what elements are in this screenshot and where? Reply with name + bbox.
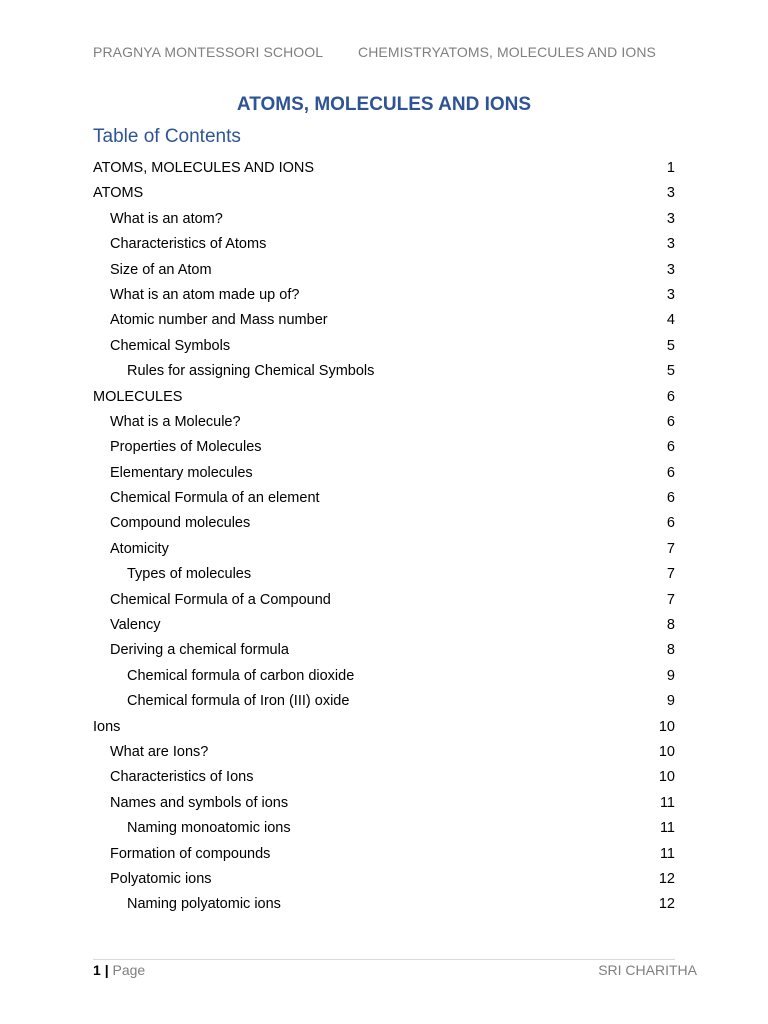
toc-entry-label[interactable]: What is an atom? — [110, 210, 223, 227]
toc-entry[interactable] — [93, 664, 675, 689]
toc-entry[interactable] — [93, 816, 675, 841]
toc-entry[interactable] — [93, 461, 675, 486]
toc-entry-label[interactable]: Names and symbols of ions — [110, 794, 289, 811]
toc-entry-label[interactable]: Polyatomic ions — [110, 870, 212, 887]
footer-page-word: Page — [112, 962, 146, 978]
toc-heading: Table of Contents — [93, 126, 241, 147]
toc-entry-page-number[interactable]: 10 — [658, 769, 675, 786]
toc-entry-page-number[interactable]: 6 — [666, 464, 675, 481]
toc-entry[interactable] — [93, 385, 675, 410]
toc-entry[interactable] — [93, 232, 675, 257]
toc-entry-label[interactable]: Atomic number and Mass number — [110, 312, 328, 329]
toc-entry-label[interactable]: What is an atom made up of? — [110, 286, 300, 303]
footer-author: SRI CHARITHA — [598, 962, 697, 978]
toc-entry-page-number[interactable]: 3 — [666, 286, 675, 303]
toc-entry-page-number[interactable]: 8 — [666, 642, 675, 659]
toc-entry-label[interactable]: Types of molecules — [127, 566, 252, 583]
toc-entry-label[interactable]: What are Ions? — [110, 743, 209, 760]
table-of-contents — [93, 156, 675, 918]
toc-entry[interactable] — [93, 613, 675, 638]
toc-entry-page-number[interactable]: 6 — [666, 515, 675, 532]
toc-entry-label[interactable]: MOLECULES — [93, 388, 183, 405]
header-school-name: PRAGNYA MONTESSORI SCHOOL — [93, 44, 324, 60]
toc-entry[interactable] — [93, 740, 675, 765]
toc-entry[interactable] — [93, 867, 675, 892]
toc-entry-label[interactable]: Size of an Atom — [110, 261, 212, 278]
toc-entry[interactable] — [93, 207, 675, 232]
toc-entry-label[interactable]: What is a Molecule? — [110, 413, 241, 430]
toc-entry[interactable] — [93, 334, 675, 359]
header-subject: CHEMISTRYATOMS, MOLECULES AND IONS — [358, 44, 656, 60]
toc-entry-label[interactable]: Chemical formula of Iron (III) oxide — [127, 693, 350, 710]
toc-entry-label[interactable]: Deriving a chemical formula — [110, 642, 289, 659]
toc-entry[interactable] — [93, 308, 675, 333]
toc-entry-page-number[interactable]: 11 — [659, 820, 675, 837]
toc-entry-label[interactable]: Elementary molecules — [110, 464, 253, 481]
toc-entry[interactable] — [93, 638, 675, 663]
footer-page-number: 1 — [93, 962, 101, 978]
toc-entry-label[interactable]: Valency — [110, 617, 161, 634]
toc-entry-page-number[interactable]: 11 — [659, 794, 675, 811]
toc-entry-page-number[interactable]: 3 — [666, 210, 675, 227]
toc-entry-label[interactable]: Atomicity — [110, 540, 169, 557]
toc-entry[interactable] — [93, 588, 675, 613]
toc-entry-page-number[interactable]: 6 — [666, 388, 675, 405]
toc-entry-label[interactable]: Chemical Formula of a Compound — [110, 591, 331, 608]
toc-entry[interactable] — [93, 537, 675, 562]
toc-entry-label[interactable]: Ions — [93, 718, 121, 735]
toc-entry[interactable] — [93, 689, 675, 714]
toc-entry-page-number[interactable]: 10 — [658, 743, 675, 760]
footer-separator: | — [104, 962, 109, 978]
toc-entry-page-number[interactable]: 12 — [658, 870, 675, 887]
toc-entry[interactable] — [93, 435, 675, 460]
toc-entry-label[interactable]: Rules for assigning Chemical Symbols — [127, 363, 375, 380]
toc-entry-page-number[interactable]: 9 — [666, 693, 675, 710]
toc-entry-label[interactable]: Formation of compounds — [110, 845, 271, 862]
toc-entry-label[interactable]: Characteristics of Atoms — [110, 236, 267, 253]
toc-entry-label[interactable]: ATOMS, MOLECULES AND IONS — [93, 160, 315, 176]
toc-entry-page-number[interactable]: 5 — [666, 337, 675, 354]
toc-entry-page-number[interactable]: 7 — [666, 540, 675, 557]
toc-entry[interactable] — [93, 892, 675, 917]
toc-entry-page-number[interactable]: 3 — [666, 261, 675, 278]
toc-entry-label[interactable]: Chemical Formula of an element — [110, 490, 320, 507]
toc-entry[interactable] — [93, 715, 675, 740]
toc-entry-label[interactable]: Chemical formula of carbon dioxide — [127, 667, 355, 684]
toc-entry-page-number[interactable]: 9 — [666, 667, 675, 684]
toc-entry[interactable] — [93, 283, 675, 308]
toc-entry[interactable] — [93, 791, 675, 816]
toc-entry[interactable] — [93, 258, 675, 283]
toc-entry-page-number[interactable]: 4 — [666, 312, 675, 329]
toc-entry[interactable] — [93, 359, 675, 384]
toc-entry-page-number[interactable]: 11 — [659, 845, 675, 862]
toc-entry[interactable] — [93, 156, 675, 181]
toc-entry-page-number[interactable]: 6 — [666, 490, 675, 507]
toc-entry[interactable] — [93, 181, 675, 206]
toc-entry[interactable] — [93, 511, 675, 536]
toc-entry[interactable] — [93, 765, 675, 790]
toc-entry-label[interactable]: Chemical Symbols — [110, 337, 231, 354]
toc-entry[interactable] — [93, 486, 675, 511]
toc-entry-page-number[interactable]: 7 — [666, 591, 675, 608]
toc-entry-label[interactable]: Characteristics of Ions — [110, 769, 254, 786]
toc-entry-page-number[interactable]: 3 — [666, 236, 675, 253]
toc-entry-page-number[interactable]: 6 — [666, 439, 675, 456]
footer-divider — [93, 959, 675, 960]
toc-entry-label[interactable]: Compound molecules — [110, 515, 251, 532]
toc-entry-page-number[interactable]: 7 — [666, 566, 675, 583]
toc-entry-label[interactable]: Naming polyatomic ions — [127, 896, 281, 913]
toc-entry-label[interactable]: Naming monoatomic ions — [127, 820, 291, 837]
toc-entry-label[interactable]: ATOMS — [93, 185, 144, 202]
toc-entry-page-number[interactable]: 3 — [666, 185, 675, 202]
toc-entry-label[interactable]: Properties of Molecules — [110, 439, 262, 456]
toc-entry-page-number[interactable]: 1 — [666, 160, 675, 176]
toc-entry-page-number[interactable]: 6 — [666, 413, 675, 430]
toc-entry-page-number[interactable]: 12 — [658, 896, 675, 913]
toc-entry-page-number[interactable]: 8 — [666, 617, 675, 634]
toc-entry-page-number[interactable]: 10 — [658, 718, 675, 735]
toc-entry[interactable] — [93, 410, 675, 435]
document-title: ATOMS, MOLECULES AND IONS — [236, 94, 532, 115]
toc-entry-page-number[interactable]: 5 — [666, 363, 675, 380]
page-footer — [93, 962, 697, 978]
toc-entry[interactable] — [93, 842, 675, 867]
toc-entry[interactable] — [93, 562, 675, 587]
page-header — [93, 44, 673, 64]
